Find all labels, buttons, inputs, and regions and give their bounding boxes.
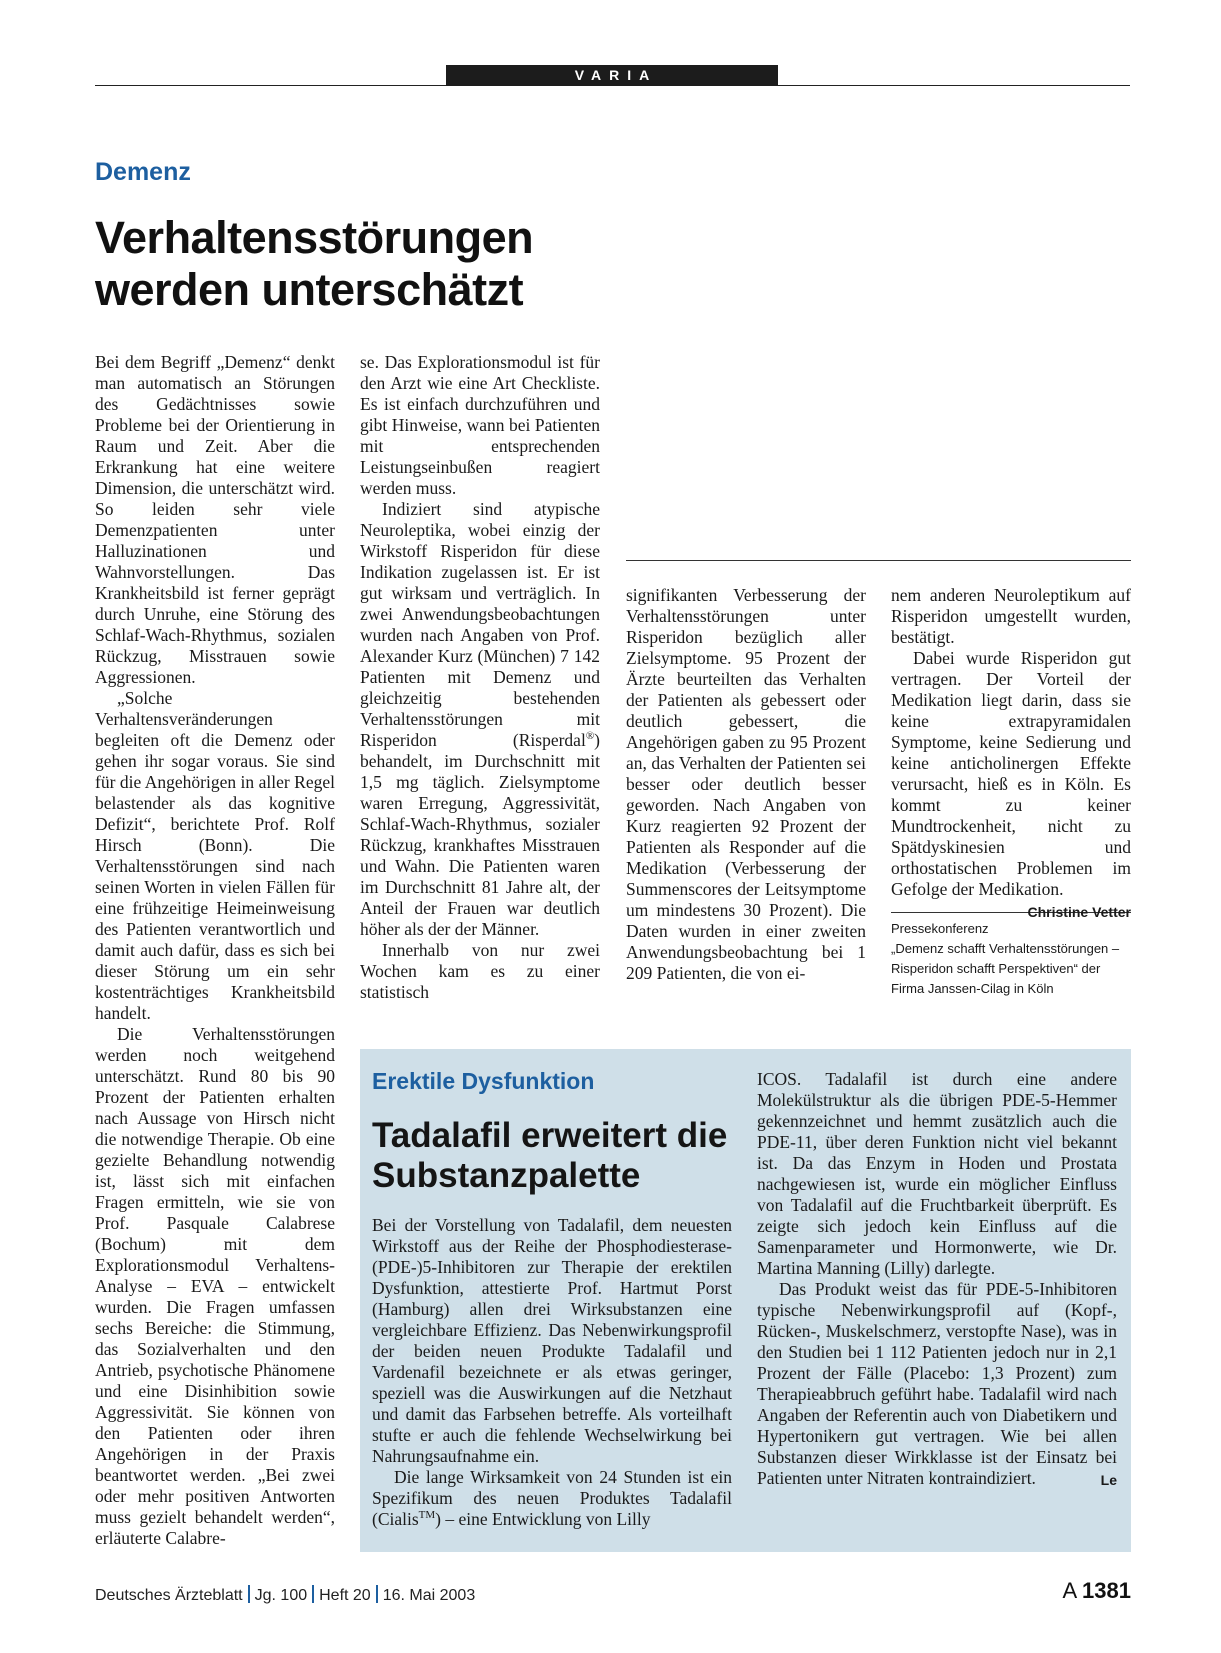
paragraph: se. Das Explorationsmodul ist für den Arzt wie eine Art Checkliste. Es ist einfach durchzuführen und gibt Hinweise, wann bei Patienten mit entsprechenden Leistungseinbußen reagiert werden muss. [360,352,600,498]
paragraph: Bei der Vorstellung von Tadalafil, dem neuesten Wirkstoff aus der Reihe der Phosphodiesterase-(PDE-)5-Inhibitoren zur Therapie der erektilen Dysfunktion, attestierte Prof. Hartmut Porst (Hamburg) allen drei Wirksubstanzen eine vergleichbare Effizienz. Das Nebenwirkungsprofil der beiden neuen Produkte Tadalafil und Vardenafil bezeichnete er als etwas geringer, speziell was die Auswirkungen auf die Netzhaut und damit das Farbsehen betreffe. Als vorteilhaft stufte er auch die fehlende Wechselwirkung bei Nahrungsaufnahme ein. [372,1215,732,1466]
box-headline-line-2: Substanzpalette [372,1156,641,1195]
article-column-4 [891,585,1131,999]
paragraph-text: Indiziert sind atypische Neuroleptika, wobei einzig der Wirkstoff Risperidon für diese Indikation zugelassen ist. Er ist gut wirksam und verträglich. In zwei Anwendungsbeobachtungen wurden nach Angaben von Prof. Alexander Kurz (München) 7 142 Patienten mit Demenz und gleichzeitig bestehenden Verhaltensstörungen mit Risperidon (Risperdal [360,499,600,750]
paragraph: Die Verhaltensstörungen werden noch weitgehend unterschätzt. Rund 80 bis 90 Prozent der Patienten erhalten nach Aussage von Hirsch nicht die notwendige Therapie. Ob eine gezielte Behandlung notwendig ist, lässt sich mit einfachen Fragen ermitteln, wie sie von Prof. Pasquale Calabrese (Bochum) mit dem Explorationsmodul Verhaltens-Analyse – EVA – entwickelt wurden. Die Fragen umfassen sechs Bereiche: die Stimmung, das Sozialverhalten und den Antrieb, psychotische Phänomene und eine Disinhibition sowie Aggressivität. Sie können von den Patienten oder ihren Angehörigen in der Praxis beantwortet werden. „Bei zwei oder mehr positiven Antworten muss gezielt behandelt werden“, erläuterte Calabre- [95,1024,335,1548]
journal-volume: Jg. 100 [254,1587,308,1604]
footer-separator [376,1585,378,1603]
page-number [1062,1578,1131,1604]
paragraph-text: Die lange Wirksamkeit von 24 Stunden ist ein Spezifikum des neuen Produktes Tadalafil (Cialis [372,1467,732,1529]
journal-name: Deutsches Ärzteblatt [95,1587,243,1604]
headline-line-2: werden unterschätzt [95,264,524,315]
paragraph: „Solche Verhaltensveränderungen begleiten oft die Demenz oder gehen ihr sogar voraus. Sie sind für die Angehörigen in aller Regel belastender als das kognitive Defizit“, berichtete Prof. Rolf Hirsch (Bonn). Die Verhaltensstörungen sind nach seinen Worten in vielen Fällen für eine frühzeitige Heimeinweisung des Patienten verantwortlich und damit auch dafür, dass es sich bei dieser Störung um ein sehr kostenträchtiges Krankheitsbild handelt. [95,688,335,1023]
page-prefix: A [1062,1578,1076,1603]
paragraph [360,499,600,940]
footer-separator [312,1585,314,1603]
page-number-value: 1381 [1082,1578,1131,1603]
source-note: Pressekonferenz „Demenz schafft Verhaltensstörungen – Risperidon schafft Perspektiven“ der Firma Janssen-Cilag in Köln [891,921,1120,996]
article-column-3 [626,585,866,984]
journal-issue: Heft 20 [319,1587,371,1604]
box-headline [372,1116,742,1196]
column-rule [626,560,1131,561]
box-author: Le [1100,1472,1117,1488]
registered-mark: ® [585,730,595,743]
headline-line-1: Verhaltensstörungen [95,212,534,263]
paragraph-text: ) – eine Entwicklung von Lilly [435,1509,651,1529]
box-column-2 [757,1069,1117,1491]
box-column-1 [372,1215,732,1530]
footer-separator [248,1585,250,1603]
paragraph [372,1467,732,1530]
footer [95,1585,475,1605]
paragraph: signifikanten Verbesserung der Verhaltensstörungen unter Risperidon bezüglich aller Zielsymptome. 95 Prozent der Ärzte beurteilten das Verhalten der Patienten als gebessert oder deutlich gebessert, die Angehörigen gaben zu 95 Prozent an, das Verhalten der Patienten sei besser oder deutlich besser geworden. Nach Angaben von Kurz reagierten 92 Prozent der Patienten als Responder auf die Medikation (Verbesserung der Summenscores der Leitsymptome um mindestens 30 Prozent). Die Daten wurden in einer zweiten Anwendungsbeobachtung bei 1 209 Patienten, die von ei- [626,585,866,983]
paragraph: Innerhalb von nur zwei Wochen kam es zu einer statistisch [360,940,600,1002]
article-headline [95,212,795,316]
article-column-2 [360,352,600,1003]
journal-date: 16. Mai 2003 [382,1587,476,1604]
paragraph: ICOS. Tadalafil ist durch eine andere Molekülstruktur als die übrigen PDE-5-Hemmer gekennzeichnet und hemmt zusätzlich auch die PDE-11, über deren Funktion nicht viel bekannt ist. Da das Enzym in Hoden und Prostata nachgewiesen ist, wurde ein möglicher Einfluss von Tadalafil auf die Fruchtbarkeit überprüft. Es zeigte sich jedoch kein Einfluss auf die Samenparameter und Hormonwerte, wie Dr. Martina Manning (Lilly) darlegte. [757,1069,1117,1278]
article-column-1 [95,352,335,1549]
paragraph [757,1279,1117,1489]
paragraph-text: Dabei wurde Risperidon gut vertragen. Der Vorteil der Medikation liegt darin, dass sie keine extrapyramidalen Symptome, keine Sedierung und keine anticholinergen Effekte verursacht, hieß es in Köln. Es kommt zu keiner Mundtrockenheit, nicht zu Spätdyskinesien und orthostatischen Problemen im Gefolge der Medikation. [891,648,1131,899]
author-name: Christine Vetter [1027,904,1131,920]
paragraph: Bei dem Begriff „Demenz“ denkt man automatisch an Störungen des Gedächtnisses sowie Probleme bei der Orientierung in Raum und Zeit. Aber die Erkrankung hat eine weitere Dimension, die unterschätzt wird. So leiden sehr viele Demenzpatienten unter Halluzinationen und Wahnvorstellungen. Das Krankheitsbild ist ferner geprägt durch Unruhe, eine Störung des Schlaf-Wach-Rhythmus, sozialen Rückzug, Misstrauen sowie Aggressionen. [95,352,335,687]
paragraph: nem anderen Neuroleptikum auf Risperidon umgestellt wurden, bestätigt. [891,585,1131,647]
trademark-mark: TM [418,1509,436,1522]
box-headline-line-1: Tadalafil erweitert die [372,1116,728,1155]
article-kicker: Demenz [95,158,191,186]
section-label: VARIA [446,65,778,86]
paragraph-text: ) behandelt, im Durchschnitt mit 1,5 mg täglich. Zielsymptome waren Erregung, Aggressivität, Schlaf-Wach-Rhythmus, sozialer Rückzug, krankhaftes Misstrauen und Wahn. Die Patienten waren im Durchschnitt 81 Jahre alt, der Anteil der Frauen war deutlich höher als der der Männer. [360,730,600,939]
paragraph [891,648,1131,920]
paragraph-text: Das Produkt weist das für PDE-5-Inhibitoren typische Nebenwirkungsprofil auf (Kopf-, Rücken-, Muskelschmerz, verstopfte Nase), was in den Studien bei 1 112 Patienten jedoch nur in 2,1 Prozent der Fälle (Placebo: 1,3 Prozent) zum Therapieabbruch geführt habe. Tadalafil wird nach Angaben der Referentin auch von Diabetikern und Hypertonikern gut vertragen. Wie bei allen Substanzen dieser Wirkklasse ist der Einsatz bei Patienten unter Nitraten kontraindiziert. [757,1279,1117,1488]
box-kicker: Erektile Dysfunktion [372,1068,595,1094]
